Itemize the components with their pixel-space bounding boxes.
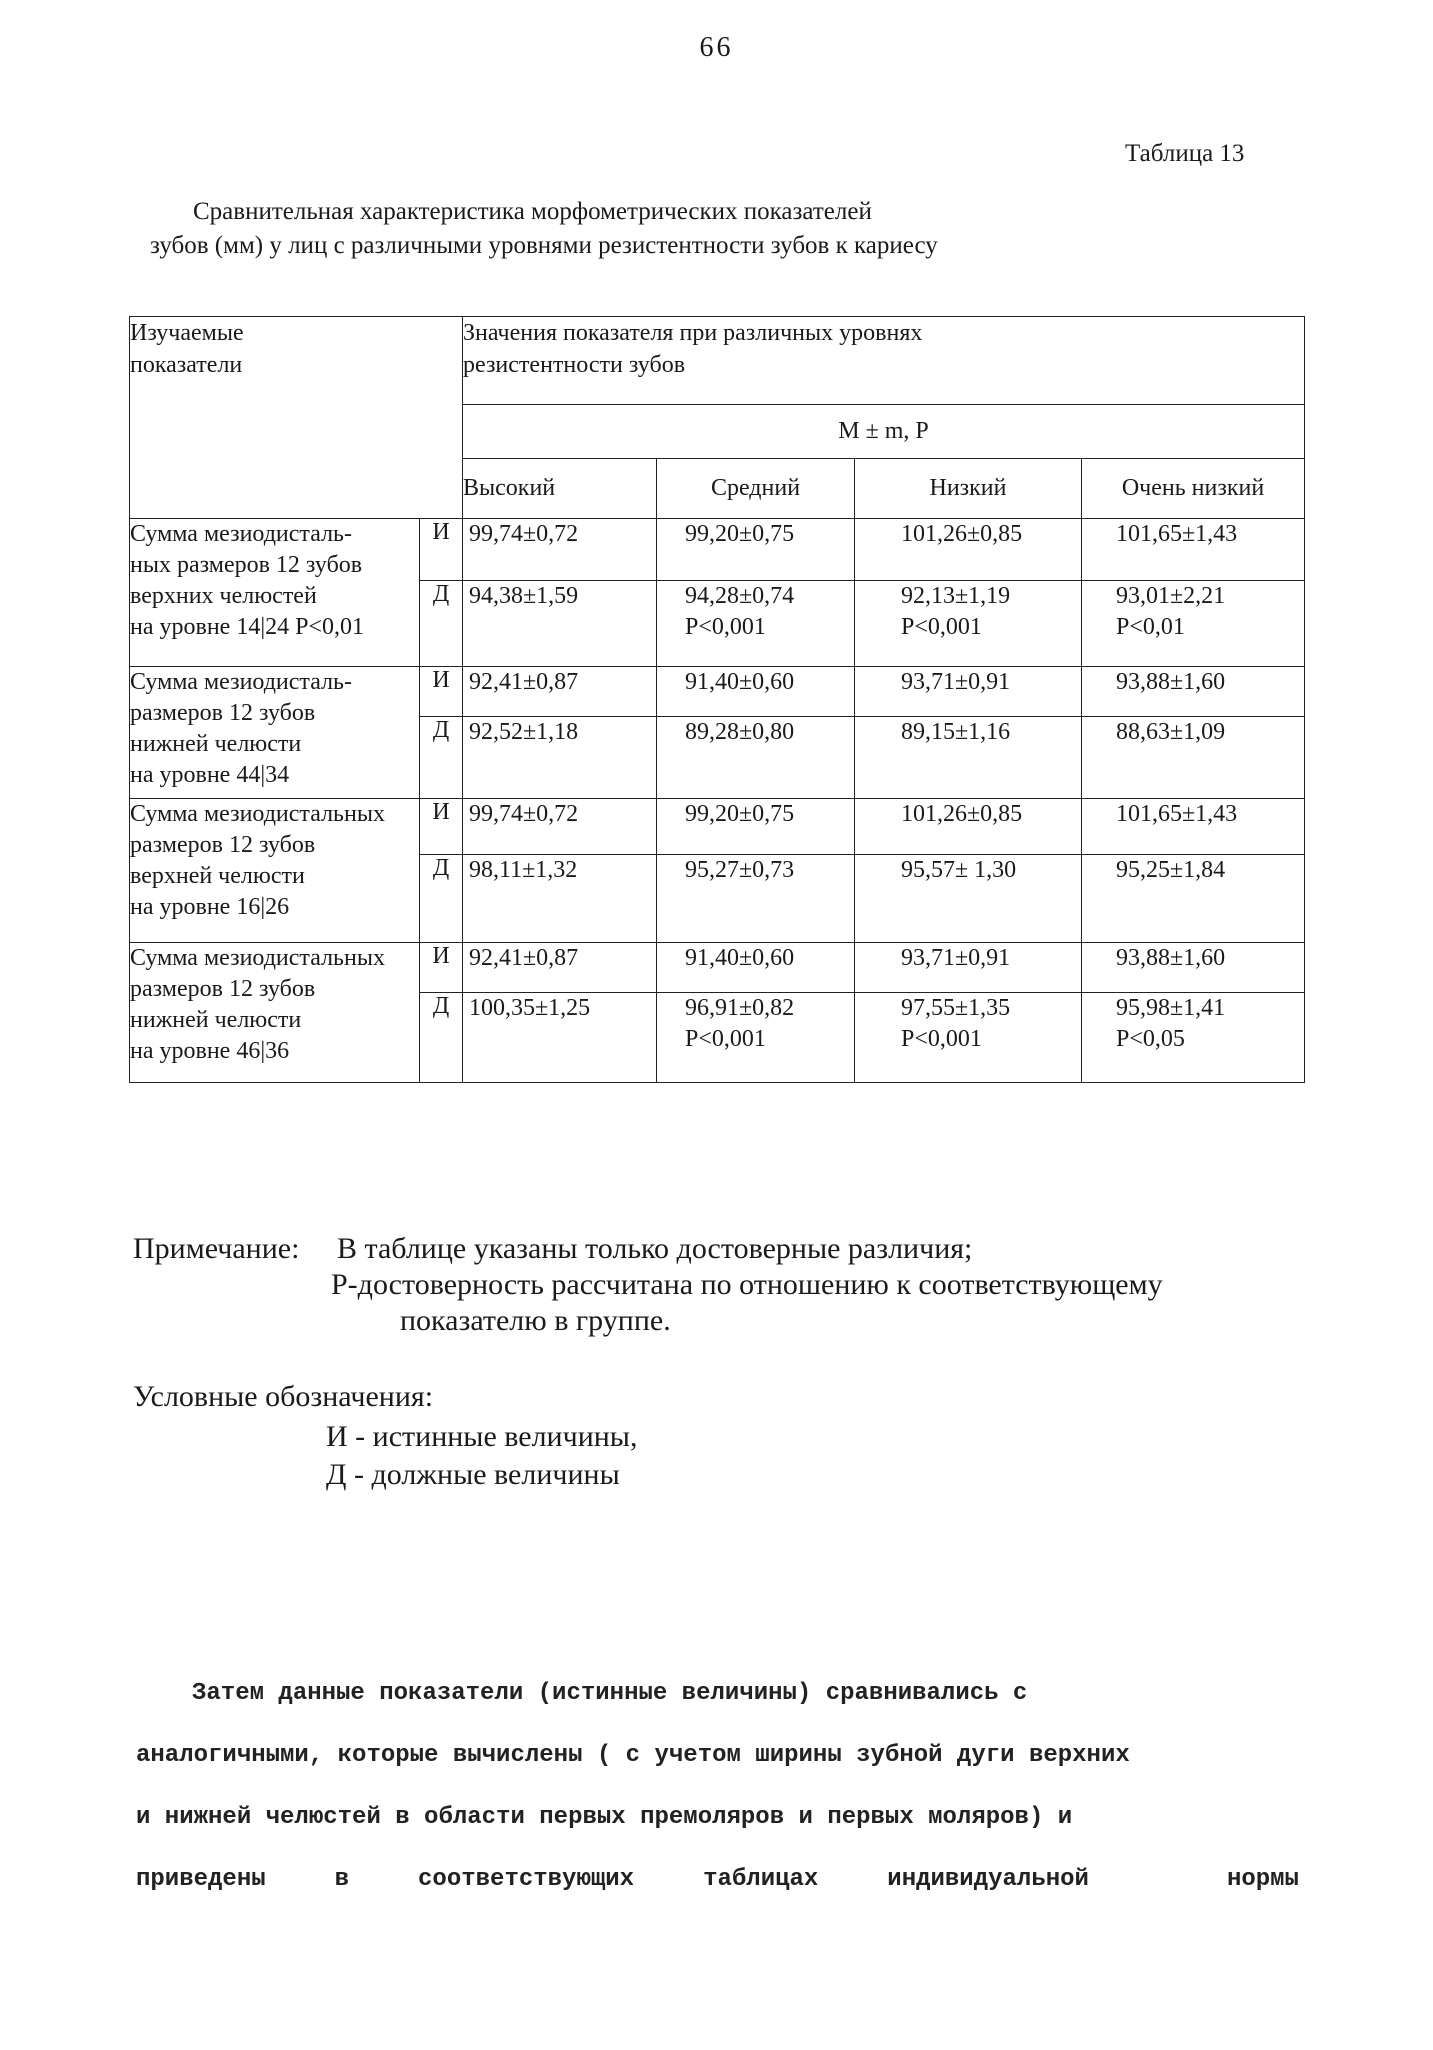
legend-expected-values: Д - должные величины	[326, 1458, 620, 1491]
value-cell	[657, 855, 855, 943]
table-row	[130, 943, 1305, 993]
value-p: Р<0,001	[685, 1026, 766, 1052]
value-mean: 99,74±0,72	[469, 521, 579, 547]
morphometry-table	[129, 316, 1305, 1083]
value-p: Р<0,05	[1116, 1026, 1185, 1052]
value-cell	[463, 667, 657, 717]
row-mark: И	[420, 799, 463, 855]
row-label-cell	[130, 799, 420, 943]
value-mean: 95,98±1,41	[1116, 995, 1226, 1021]
row-label-line: размеров 12 зубов	[130, 832, 316, 858]
header-stat: М ± m, Р	[463, 405, 1305, 459]
value-mean: 101,26±0,85	[901, 521, 1023, 547]
header-values-cell	[463, 317, 1305, 405]
value-mean: 101,65±1,43	[1116, 521, 1238, 547]
value-cell	[855, 799, 1082, 855]
value-cell	[463, 581, 657, 667]
value-cell	[463, 993, 657, 1083]
level-medium: Средний	[657, 459, 855, 519]
value-cell	[855, 993, 1082, 1083]
value-cell	[1082, 717, 1305, 799]
value-cell	[855, 581, 1082, 667]
paragraph-word: в	[334, 1866, 350, 1893]
level-very-low: Очень низкий	[1082, 459, 1305, 519]
value-mean: 99,20±0,75	[685, 801, 795, 827]
header-values-line2: резистентности зубов	[463, 352, 686, 378]
value-mean: 94,28±0,74	[685, 583, 795, 609]
row-label-line: нижней челюсти	[130, 1007, 302, 1033]
value-cell	[855, 717, 1082, 799]
value-cell	[463, 855, 657, 943]
value-mean: 93,01±2,21	[1116, 583, 1226, 609]
value-cell	[1082, 993, 1305, 1083]
value-cell	[463, 943, 657, 993]
value-cell	[463, 519, 657, 581]
value-mean: 91,40±0,60	[685, 945, 795, 971]
value-cell	[657, 799, 855, 855]
value-mean: 93,71±0,91	[901, 669, 1011, 695]
row-label-line: на уровне 14|24 Р<0,01	[130, 614, 365, 640]
header-studied-cell	[130, 317, 463, 519]
row-label-line: размеров 12 зубов	[130, 700, 316, 726]
level-low: Низкий	[855, 459, 1082, 519]
value-cell	[855, 943, 1082, 993]
value-mean: 99,74±0,72	[469, 801, 579, 827]
table-title-line1: Сравнительная характеристика морфометрических показателей	[193, 198, 872, 225]
level-high: Высокий	[463, 459, 657, 519]
legend-true-values: И - истинные величины,	[326, 1420, 638, 1453]
paragraph-word: нормы	[1226, 1866, 1299, 1893]
value-mean: 89,15±1,16	[901, 719, 1011, 745]
value-mean: 93,88±1,60	[1116, 945, 1226, 971]
value-cell	[657, 993, 855, 1083]
row-mark: И	[420, 943, 463, 993]
row-mark: Д	[420, 717, 463, 799]
table-row	[130, 667, 1305, 717]
row-label-line: размеров 12 зубов	[130, 976, 316, 1002]
table-label: Таблица 13	[1125, 140, 1245, 167]
value-mean: 95,27±0,73	[685, 857, 795, 883]
value-cell	[855, 855, 1082, 943]
note-line2: Р-достоверность рассчитана по отношению к соответствующему	[331, 1268, 1163, 1301]
value-p: Р<0,001	[685, 614, 766, 640]
row-label-line: Сумма мезиодистальных	[130, 945, 385, 971]
value-cell	[855, 519, 1082, 581]
value-mean: 94,38±1,59	[469, 583, 579, 609]
value-mean: 92,52±1,18	[469, 719, 579, 745]
value-p: Р<0,001	[901, 614, 982, 640]
row-mark: И	[420, 519, 463, 581]
value-mean: 98,11±1,32	[469, 857, 578, 883]
value-p: Р<0,001	[901, 1026, 982, 1052]
value-cell	[1082, 667, 1305, 717]
row-mark: Д	[420, 855, 463, 943]
value-cell	[657, 943, 855, 993]
row-label-line: верхней челюсти	[130, 863, 305, 889]
page-number: 66	[699, 32, 734, 63]
table-row	[130, 519, 1305, 581]
row-label-line: Сумма мезиодистальных	[130, 801, 385, 827]
row-label-line: на уровне 44|34	[130, 762, 290, 788]
row-label-line: нижней челюсти	[130, 731, 302, 757]
value-mean: 92,13±1,19	[901, 583, 1011, 609]
value-p: Р<0,01	[1116, 614, 1185, 640]
value-mean: 97,55±1,35	[901, 995, 1011, 1021]
row-label-line: Сумма мезиодисталь-	[130, 669, 352, 695]
row-mark: Д	[420, 581, 463, 667]
row-label-cell	[130, 519, 420, 667]
paragraph-line2: аналогичными, которые вычислены ( с учетом ширины зубной дуги верхних	[136, 1742, 1130, 1769]
value-mean: 89,28±0,80	[685, 719, 795, 745]
value-mean: 88,63±1,09	[1116, 719, 1226, 745]
value-cell	[1082, 519, 1305, 581]
row-label-cell	[130, 943, 420, 1083]
value-cell	[657, 717, 855, 799]
note-line3: показателю в группе.	[400, 1304, 671, 1337]
value-mean: 93,71±0,91	[901, 945, 1011, 971]
value-mean: 101,65±1,43	[1116, 801, 1238, 827]
value-cell	[1082, 855, 1305, 943]
table-row	[130, 799, 1305, 855]
header-studied-line1: Изучаемые	[130, 320, 244, 346]
paragraph-word: таблицах	[703, 1866, 819, 1893]
value-cell	[657, 667, 855, 717]
value-cell	[1082, 581, 1305, 667]
value-cell	[657, 519, 855, 581]
row-mark: И	[420, 667, 463, 717]
value-cell	[1082, 799, 1305, 855]
row-label-line: верхних челюстей	[130, 583, 317, 609]
paragraph-line4	[136, 1866, 1299, 1893]
row-label-line: ных размеров 12 зубов	[130, 552, 363, 578]
paragraph-word: индивидуальной	[887, 1866, 1089, 1893]
row-label-line: Сумма мезиодисталь-	[130, 521, 352, 547]
value-cell	[463, 717, 657, 799]
value-cell	[463, 799, 657, 855]
value-mean: 93,88±1,60	[1116, 669, 1226, 695]
value-mean: 100,35±1,25	[469, 995, 591, 1021]
row-label-line: на уровне 16|26	[130, 894, 290, 920]
value-mean: 95,57± 1,30	[901, 857, 1017, 883]
header-studied-line2: показатели	[130, 352, 243, 378]
table-title-line2: зубов (мм) у лиц с различными уровнями резистентности зубов к кариесу	[150, 232, 938, 259]
note-line1: В таблице указаны только достоверные различия;	[337, 1232, 973, 1265]
value-cell	[657, 581, 855, 667]
row-mark: Д	[420, 993, 463, 1083]
value-mean: 92,41±0,87	[469, 945, 579, 971]
paragraph-line3: и нижней челюстей в области первых премоляров и первых моляров) и	[136, 1804, 1073, 1831]
row-label-line: на уровне 46|36	[130, 1038, 290, 1064]
paragraph-word: приведены	[136, 1866, 266, 1893]
value-cell	[855, 667, 1082, 717]
value-mean: 92,41±0,87	[469, 669, 579, 695]
value-mean: 101,26±0,85	[901, 801, 1023, 827]
paragraph-line1: Затем данные показатели (истинные величины) сравнивались с	[192, 1680, 1028, 1707]
header-values-line1: Значения показателя при различных уровнях	[463, 320, 923, 346]
note-label: Примечание:	[133, 1232, 300, 1265]
value-mean: 96,91±0,82	[685, 995, 795, 1021]
value-mean: 99,20±0,75	[685, 521, 795, 547]
value-mean: 91,40±0,60	[685, 669, 795, 695]
value-cell	[1082, 943, 1305, 993]
row-label-cell	[130, 667, 420, 799]
value-mean: 95,25±1,84	[1116, 857, 1226, 883]
paragraph-word: соответствующих	[418, 1866, 635, 1893]
legend-title: Условные обозначения:	[133, 1380, 434, 1413]
